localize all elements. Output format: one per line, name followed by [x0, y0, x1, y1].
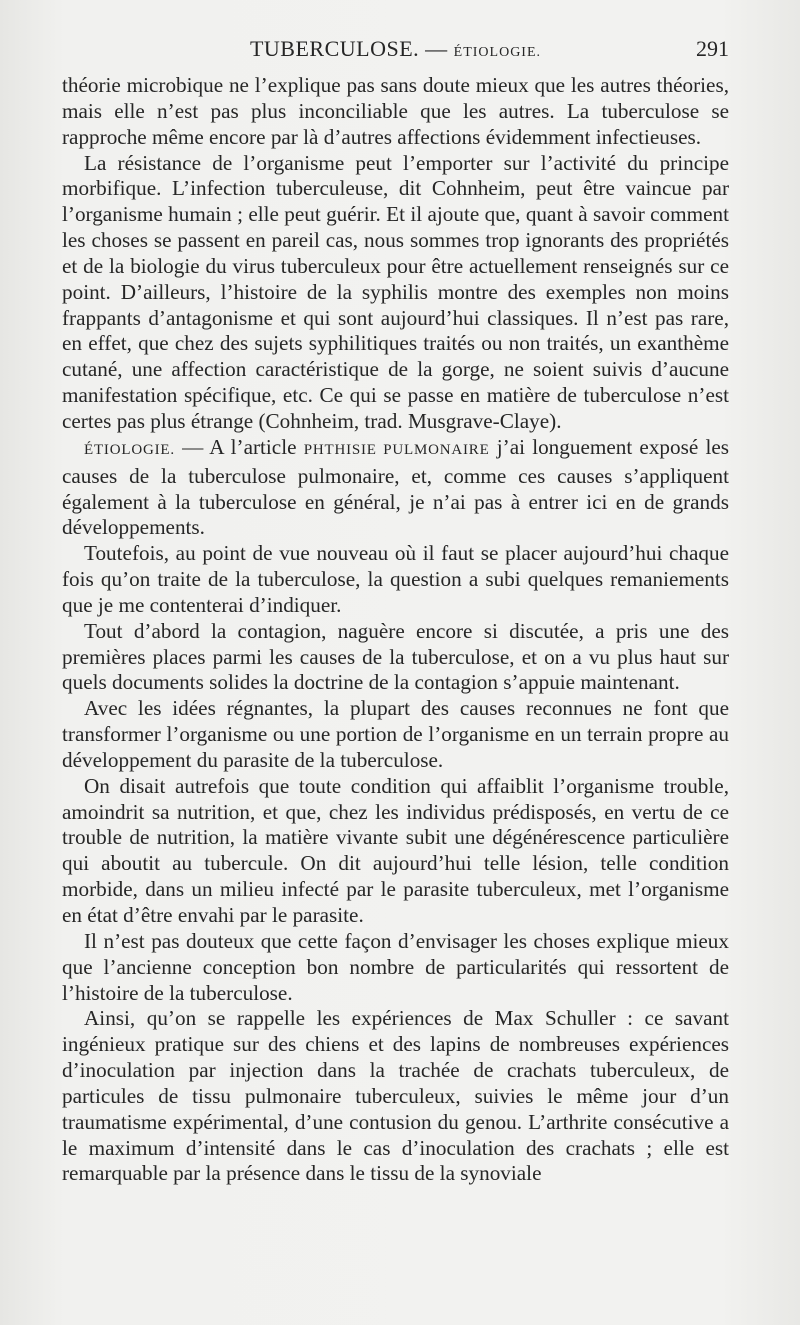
- running-title: [62, 36, 729, 62]
- paragraph-3-etiologie: [62, 435, 729, 541]
- page-number: 291: [696, 36, 729, 61]
- section-lead: ÉTIOLOGIE.: [84, 441, 175, 458]
- running-title-separator: —: [425, 36, 448, 61]
- paragraph-1: théorie microbique ne l’explique pas sans doute mieux que les autres théories, mais elle n’est pas plus inconciliable que les autres. La tuberculose se rapproche même encore par là d’autres affections évidemment infectieuses.: [62, 73, 729, 149]
- running-title-section: ÉTIOLOGIE.: [453, 45, 542, 60]
- running-head: [62, 36, 729, 66]
- paragraph-2: La résistance de l’organisme peut l’emporter sur l’activité du principe morbifique. L’infection tuberculeuse, dit Cohnheim, peut être vaincue par l’organisme humain ; elle peut guérir. Et il ajoute que, quant à savoir comment les choses se passent en pareil cas, nous sommes trop ignorants des propriétés et de la biologie du virus tuberculeux pour être actuellement renseignés sur ce point. D’ailleurs, l’histoire de la syphilis montre des exemples non moins frappants d’antagonisme et qui sont aujourd’hui classiques. Il n’est pas rare, en effet, que chez des sujets syphilitiques traités ou non traités, un exanthème cutané, une affection caractéristique de la gorge, ne soient suivis d’aucune manifestation spécifique, etc. Ce qui se passe en matière de tuberculose n’est certes pas plus étrange (Cohnheim, trad. Musgrave-Claye).: [62, 150, 729, 433]
- paragraph-6: Avec les idées régnantes, la plupart des causes reconnues ne font que transformer l’organisme ou une portion de l’organisme en un terrain propre au développement du parasite de la tuberculose.: [62, 696, 729, 772]
- paragraph-5: Tout d’abord la contagion, naguère encore si discutée, a pris une des premières places parmi les causes de la tuberculose, et on a vu plus haut sur quels documents solides la doctrine de la contagion s’appuie maintenant.: [62, 618, 729, 695]
- paragraph-7: On disait autrefois que toute condition qui affaiblit l’organisme trouble, amoindrit sa nutrition, et que, chez les individus prédisposés, en vertu de ce trouble de nutrition, la matière vivante subit une dégénérescence particulière qui aboutit au tubercule. On dit aujourd’hui telle lésion, telle condition morbide, dans un milieu infecté par le parasite tuberculeux, met l’organisme en état d’être envahi par le parasite.: [62, 773, 729, 927]
- running-title-main: TUBERCULOSE.: [249, 36, 420, 61]
- paragraph-3-text: j’ai longuement exposé les causes de la tuberculose pulmonaire, et, comme ces causes s’appliquent également à la tuberculose en général, je n’ai pas à entrer ici en de grands développements.: [62, 434, 729, 540]
- section-lead-dash: — A l’article: [174, 434, 304, 459]
- body-text: [62, 73, 729, 1187]
- paragraph-4: Toutefois, au point de vue nouveau où il faut se placer aujourd’hui chaque fois qu’on traite de la tuberculose, la question a subi quelques remaniements que je me contenterai d’indiquer.: [62, 541, 729, 617]
- paragraph-9: Ainsi, qu’on se rappelle les expériences de Max Schuller : ce savant ingénieux pratique sur des chiens et des lapins de nombreuses expériences d’inoculation par injection dans la trachée de crachats tuberculeux, de particules de tissu pulmonaire tuberculeux, suivies le même jour d’un traumatisme expérimental, d’une contusion du genou. L’arthrite consécutive a le maximum d’intensité dans le cas d’inoculation des crachats ; elle est remarquable par la présence dans le tissu de la synoviale: [62, 1006, 729, 1186]
- paragraph-8: Il n’est pas douteux que cette façon d’envisager les choses explique mieux que l’ancienne conception bon nombre de particularités qui ressortent de l’histoire de la tuberculose.: [62, 928, 729, 1005]
- cross-reference: PHTHISIE PULMONAIRE: [303, 441, 490, 458]
